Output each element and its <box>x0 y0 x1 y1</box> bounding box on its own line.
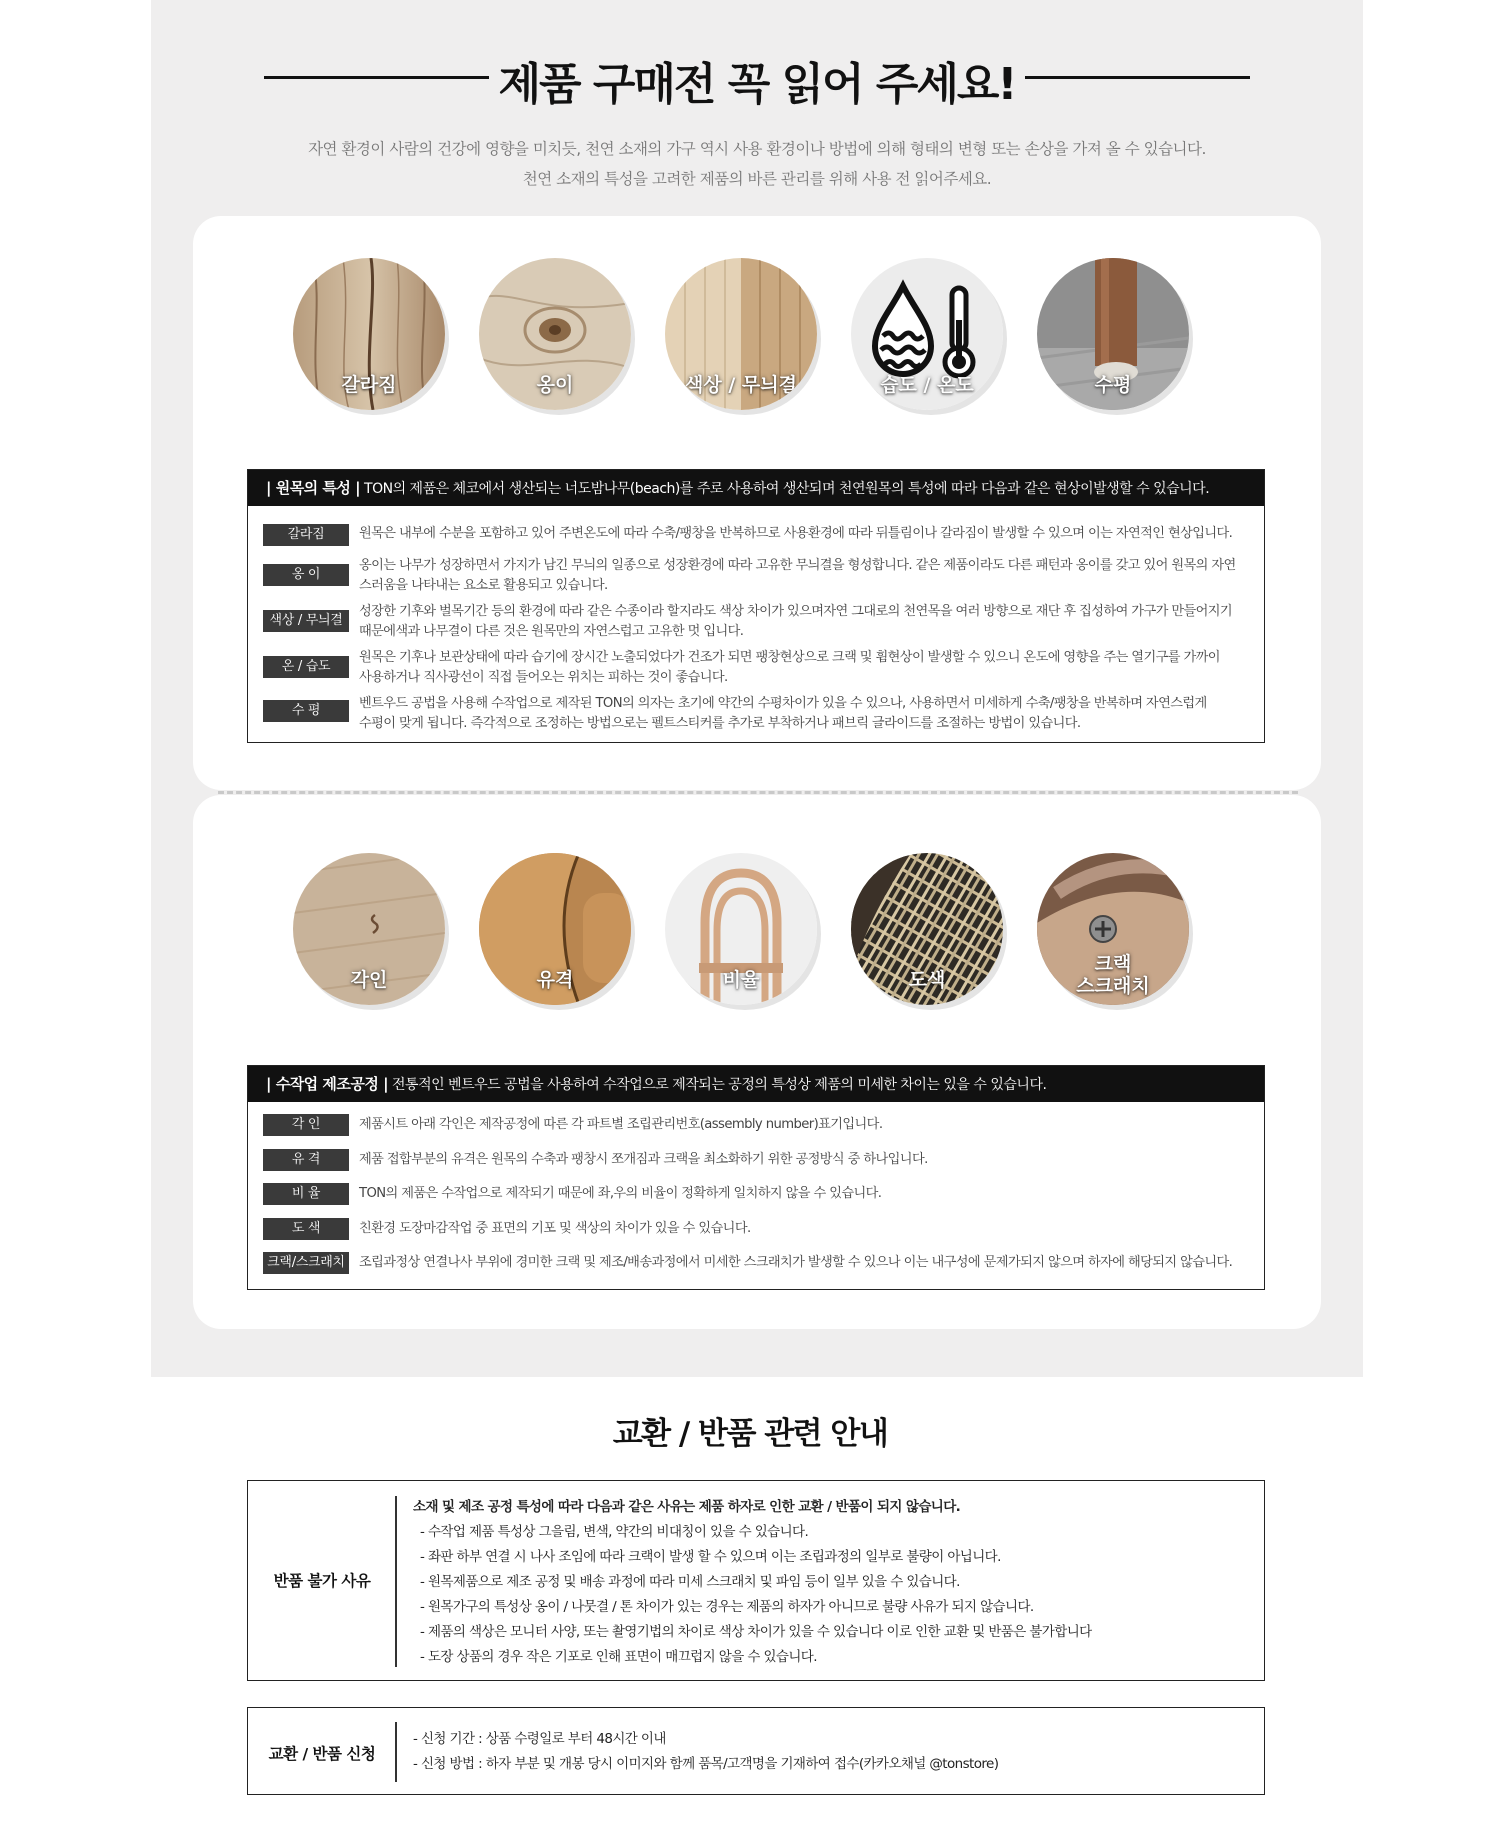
intro-text-2: 천연 소재의 특성을 고려한 제품의 바른 관리를 위해 사용 전 읽어주세요. <box>522 170 992 188</box>
no-return-list <box>413 1495 1254 1670</box>
page-title: 제품 구매전 꼭 읽어 주세요! <box>498 59 1016 110</box>
caption-line-1: 크랙 <box>1094 953 1132 975</box>
list-item: - 제품의 색상은 모니터 사양, 또는 촬영기법의 차이로 색상 차이가 있을 수 있습니다 이로 인한 교환 및 반품은 불가합니다 <box>420 1624 1092 1640</box>
row-badge: 온 / 습도 <box>263 656 349 678</box>
row-text-1: 원목은 내부에 수분을 포함하고 있어 주변온도에 따라 수축/팽창을 반복하므로 사용환경에 따라 뒤틀림이나 갈라짐이 발생할 수 있으며 이는 자연적인 현상입니다. <box>359 526 1233 541</box>
row-badge: 수 평 <box>263 700 349 722</box>
wood-characteristics-table <box>247 469 1265 743</box>
circle-caption <box>1037 953 1189 997</box>
circle-caption: 옹이 <box>536 374 574 396</box>
circle-engraving <box>293 853 445 1005</box>
list-item: - 좌판 하부 연결 시 나사 조임에 따라 크랙이 발생 할 수 있으며 이는 조립과정의 일부로 불량이 아닙니다. <box>420 1549 1001 1565</box>
table-header-text: TON의 제품은 체코에서 생산되는 너도밤나무(beach)를 주로 사용하여 생산되며 천연원목의 특성에 따라 다음과 같은 현상이발생할 수 있습니다. <box>364 481 1210 497</box>
row-text-1: 옹이는 나무가 성장하면서 가지가 남긴 무늬의 일종으로 성장환경에 따라 고유한 무늬결을 형성합니다. 같은 제품이라도 다른 패턴과 옹이를 갖고 있어 원목의 자연 <box>359 558 1236 573</box>
circle-cracking <box>293 258 445 410</box>
circle-ratio <box>665 853 817 1005</box>
row-text-2: 수평이 맞게 됩니다. 즉각적으로 조정하는 방법으로는 펠트스티커를 추가로 부착하거나 패브릭 글라이드를 조절하는 방법이 있습니다. <box>359 716 1081 731</box>
row-badge: 색상 / 무늬결 <box>263 610 349 632</box>
row-badge: 비 율 <box>263 1183 349 1205</box>
table-header-label: | 수작업 제조공정 | <box>266 1075 389 1093</box>
return-request-list <box>413 1727 1254 1777</box>
row-badge: 크랙/스크래치 <box>263 1252 349 1274</box>
handcraft-process-card <box>193 795 1321 1329</box>
row-text: 친환경 도장마감작업 중 표면의 기포 및 색상의 차이가 있을 수 있습니다. <box>359 1221 751 1236</box>
circle-caption: 비율 <box>722 969 760 991</box>
no-return-label: 반품 불가 사유 <box>273 1572 371 1590</box>
circle-crack-scratch <box>1037 853 1189 1005</box>
row-text: TON의 제품은 수작업으로 제작되기 때문에 좌,우의 비율이 정확하게 일치하지 않을 수 있습니다. <box>359 1186 882 1201</box>
row-text-2: 스러움을 나타내는 요소로 활용되고 있습니다. <box>359 578 608 593</box>
table-header <box>248 1066 1264 1102</box>
circle-caption: 습도 / 온도 <box>880 374 974 396</box>
list-item: - 수작업 제품 특성상 그을림, 변색, 약간의 비대칭이 있을 수 있습니다. <box>420 1524 809 1540</box>
page-title-row <box>264 42 1250 112</box>
row-text: 제품시트 아래 각인은 제작공정에 따른 각 파트별 조립관리번호(assembly number)표기입니다. <box>359 1117 883 1132</box>
row-text-1: 원목은 기후나 보관상태에 따라 습기에 장시간 노출되었다가 건조가 되면 팽창현상으로 크랙 및 휨현상이 발생할 수 있으니 온도에 영향을 주는 열기구를 가까이 <box>359 650 1220 665</box>
return-request-label: 교환 / 반품 신청 <box>268 1745 376 1763</box>
row-text-2: 사용하거나 직사광선이 직접 들어오는 위치는 피하는 것이 좋습니다. <box>359 670 728 685</box>
box-divider <box>395 1722 397 1782</box>
row-badge: 각 인 <box>263 1114 349 1136</box>
circle-caption: 유격 <box>536 969 574 991</box>
dashed-separator <box>218 791 1298 794</box>
title-divider-right <box>1025 76 1250 79</box>
circle-painting <box>851 853 1003 1005</box>
list-item: - 신청 방법 : 하자 부분 및 개봉 당시 이미지와 함께 품목/고객명을 기재하여 접수(카카오채널 @tonstore) <box>413 1756 999 1772</box>
circle-caption: 갈라짐 <box>341 374 397 396</box>
list-item: - 도장 상품의 경우 작은 기포로 인해 표면이 매끄럽지 않을 수 있습니다. <box>420 1649 817 1665</box>
handcraft-process-table <box>247 1065 1265 1290</box>
circle-caption: 각인 <box>350 969 388 991</box>
circle-knot <box>479 258 631 410</box>
no-return-reasons-box <box>247 1480 1265 1681</box>
circle-caption: 수평 <box>1094 374 1132 396</box>
row-text-1: 벤트우드 공법을 사용해 수작업으로 제작된 TON의 의자는 초기에 약간의 수평차이가 있을 수 있으나, 사용하면서 미세하게 수축/팽창을 반복하며 자연스럽게 <box>359 696 1207 711</box>
exchange-return-title: 교환 / 반품 관련 안내 <box>612 1416 888 1452</box>
row-text-1: 성장한 기후와 벌목기간 등의 환경에 따라 같은 수종이라 할지라도 색상 차이가 있으며자연 그대로의 천연목을 여러 방향으로 재단 후 집성하여 가구가 만들어지기 <box>359 604 1233 619</box>
circle-humidity-temperature <box>851 258 1003 410</box>
row-badge: 유 격 <box>263 1149 349 1171</box>
circle-color-grain <box>665 258 817 410</box>
table-header <box>248 470 1264 506</box>
row-badge: 도 색 <box>263 1218 349 1240</box>
row-badge: 갈라짐 <box>263 524 349 546</box>
wood-characteristics-card <box>193 216 1321 790</box>
row-text-2: 때문에색과 나무결이 다른 것은 원목만의 자연스럽고 고유한 멋 입니다. <box>359 624 744 639</box>
row-text: 제품 접합부분의 유격은 원목의 수축과 팽창시 쪼개짐과 크랙을 최소화하기 위한 공정방식 중 하나입니다. <box>359 1152 928 1167</box>
return-request-box <box>247 1707 1265 1795</box>
circle-gap <box>479 853 631 1005</box>
table-header-label: | 원목의 특성 | <box>266 479 361 497</box>
list-item: - 원목가구의 특성상 옹이 / 나뭇결 / 톤 차이가 있는 경우는 제품의 하자가 아니므로 불량 사유가 되지 않습니다. <box>420 1599 1034 1615</box>
row-badge: 옹 이 <box>263 564 349 586</box>
list-item: - 원목제품으로 제조 공정 및 배송 과정에 따라 미세 스크래치 및 파임 등이 일부 있을 수 있습니다. <box>420 1574 960 1590</box>
no-return-lead: 소재 및 제조 공정 특성에 따라 다음과 같은 사유는 제품 하자로 인한 교환 / 반품이 되지 않습니다. <box>413 1499 961 1515</box>
circle-level <box>1037 258 1189 410</box>
intro-text-1: 자연 환경이 사람의 건강에 영향을 미치듯, 천연 소재의 가구 역시 사용 환경이나 방법에 의해 형태의 변형 또는 손상을 가져 올 수 있습니다. <box>308 140 1206 158</box>
circle-caption: 색상 / 무늬결 <box>685 374 797 396</box>
list-item: - 신청 기간 : 상품 수령일로 부터 48시간 이내 <box>413 1731 666 1747</box>
table-header-text: 전통적인 벤트우드 공법을 사용하여 수작업으로 제작되는 공정의 특성상 제품의 미세한 차이는 있을 수 있습니다. <box>392 1077 1047 1093</box>
caption-line-2: 스크래치 <box>1076 975 1150 997</box>
box-divider <box>395 1496 397 1667</box>
row-text: 조립과정상 연결나사 부위에 경미한 크랙 및 제조/배송과정에서 미세한 스크래치가 발생할 수 있으나 이는 내구성에 문제가되지 않으며 하자에 해당되지 않습니다. <box>359 1255 1233 1270</box>
circle-caption: 도색 <box>908 969 946 991</box>
